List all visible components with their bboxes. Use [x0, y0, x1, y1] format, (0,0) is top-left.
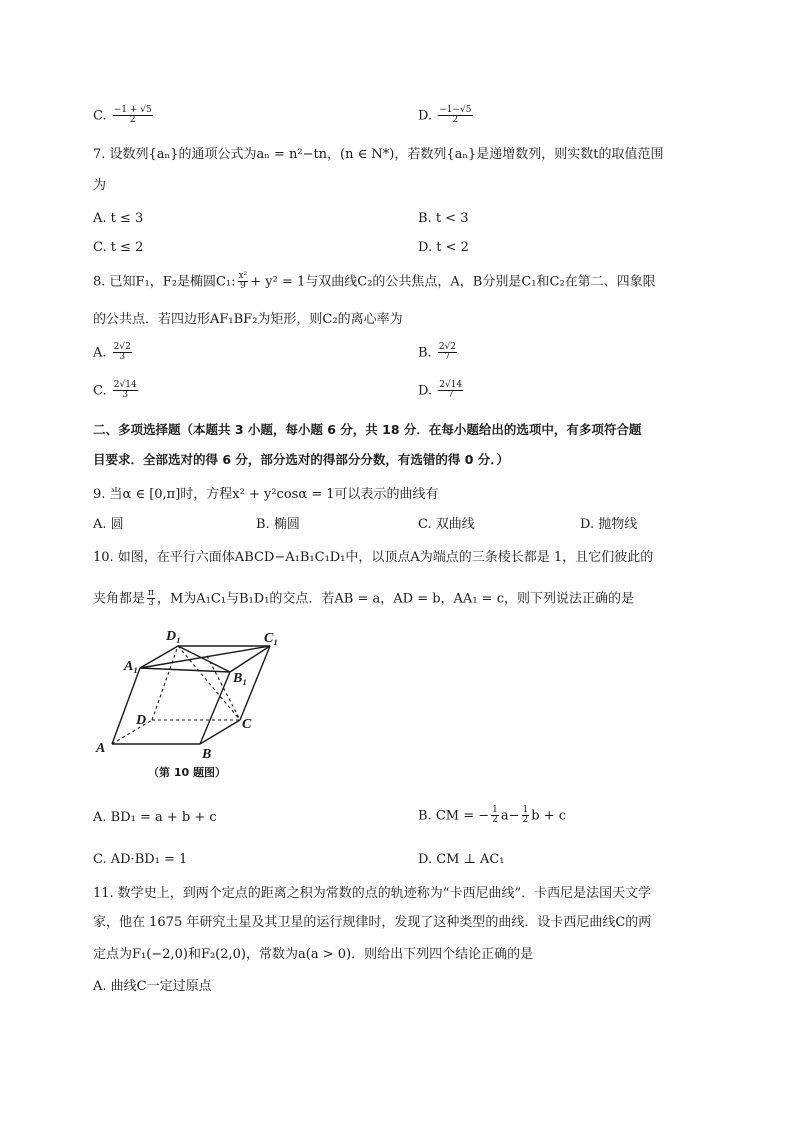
q6-option-c: C. $\frac{-1 + √5}{2}$ [93, 105, 152, 126]
q9-option-d: D. 抛物线 [580, 517, 638, 532]
segment-d1c-hidden [178, 646, 240, 720]
q10-stem-line2: 夹角都是 $\frac{\pi}{3}$ ，M为A₁C₁与B₁D₁的交点．若AB = a，AD = b，AA₁ = c，则下列说法正确的是 [93, 588, 634, 609]
q7-stem-line1: 7. 设数列{aₙ}的通项公式为aₙ = n²−tn，(n ∈ N*)，若数列{aₙ}是递增数列，则实数t的取值范围 [93, 147, 664, 162]
q11-stem-line2: 家，他在 1675 年研究土星及其卫星的运行规律时，发现了这种类型的曲线．设卡西尼曲线C的两 [93, 915, 652, 930]
q9-stem: 9. 当α ∈ [0,π]时，方程x² + y²cosα = 1可以表示的曲线有 [93, 487, 439, 502]
segment-mc-hidden [207, 656, 240, 720]
q6-option-d-fraction: $\frac{-1-√5}{2}$ [439, 105, 472, 126]
q8-option-c: C. $\frac{2√14}{3}$ [93, 380, 137, 401]
label-a1: A₁ [124, 659, 139, 674]
label-c1: C₁ [264, 631, 279, 646]
label-a: A [96, 741, 106, 756]
edge-aa1 [112, 668, 140, 744]
figure-caption: （第 10 题图） [148, 766, 226, 779]
q10-option-a: A. BD₁ = a + b + c [93, 810, 217, 825]
q11-stem-line1: 11. 数学史上，到两个定点的距离之积为常数的点的轨迹称为“卡西尼曲线”．卡西尼是法国天文学 [93, 886, 652, 901]
label-b: B [202, 747, 212, 762]
q11-stem-line3: 定点为F₁(−2,0)和F₂(2,0)，常数为a(a > 0)．则给出下列四个结论正确的是 [93, 947, 534, 962]
parallelepiped-figure [90, 622, 300, 787]
q10-option-b: B. CM = − $\frac{1}{2}$ a− $\frac{1}{2}$ b + c [418, 805, 567, 826]
q7-option-c: C. t ≤ 2 [93, 240, 144, 255]
q7-stem-line2: 为 [93, 178, 107, 193]
diagonal-b1d1 [178, 646, 230, 672]
q10-stem-line1: 10. 如图，在平行六面体ABCD−A₁B₁C₁D₁中，以顶点A为端点的三条棱长都是 1，且它们彼此的 [93, 550, 654, 565]
q8-option-d: D. $\frac{2√14}{7}$ [418, 380, 463, 401]
section-2-heading-line1: 二、多项选择题（本题共 3 小题，每小题 6 分，共 18 分．在每小题给出的选项中，有多项符合题 [93, 422, 642, 437]
q8-option-a: A. $\frac{2√2}{3}$ [93, 342, 131, 363]
edge-bc [200, 720, 240, 744]
q8-option-b: B. $\frac{2√2}{7}$ [418, 342, 457, 363]
q8-stem-line1: 8. 已知F₁，F₂是椭圆C₁: $\frac{\text{x²}}{9}$ + y² = 1与双曲线C₂的公共焦点，A，B分别是C₁和C₂在第二、四象限 [93, 271, 656, 292]
edge-dd1-hidden [152, 646, 178, 720]
label-d1: D₁ [166, 629, 181, 644]
q9-option-a: A. 圆 [93, 517, 124, 532]
q7-option-d: D. t < 2 [418, 240, 469, 255]
q7-option-b: B. t < 3 [418, 211, 469, 226]
q10-option-c: C. AD·BD₁ = 1 [93, 852, 188, 867]
q9-option-c: C. 双曲线 [418, 517, 475, 532]
q6-option-d: D. $\frac{-1-√5}{2}$ [418, 105, 472, 126]
q10-angle-fraction: $\frac{\pi}{3}$ [148, 588, 154, 609]
label-c: C [242, 717, 252, 732]
edge-a1b1 [140, 668, 230, 672]
label-d: D [136, 713, 147, 728]
label-b1: B₁ [233, 671, 248, 686]
edge-bb1 [200, 672, 230, 744]
section-2-heading-line2: 目要求．全部选对的得 6 分，部分选对的得部分分数，有选错的得 0 分．） [93, 452, 510, 467]
q8-stem-line2: 的公共点．若四边形AF₁BF₂为矩形，则C₂的离心率为 [93, 312, 403, 327]
q9-option-b: B. 椭圆 [256, 517, 300, 532]
q11-option-a: A. 曲线C一定过原点 [93, 979, 212, 994]
q8-ellipse-fraction: $\frac{\text{x²}}{9}$ [238, 271, 248, 292]
q7-option-a: A. t ≤ 3 [93, 211, 144, 226]
q6-option-c-fraction: $\frac{-1 + √5}{2}$ [113, 105, 152, 126]
q10-option-d: D. CM ⊥ AC₁ [418, 852, 505, 867]
